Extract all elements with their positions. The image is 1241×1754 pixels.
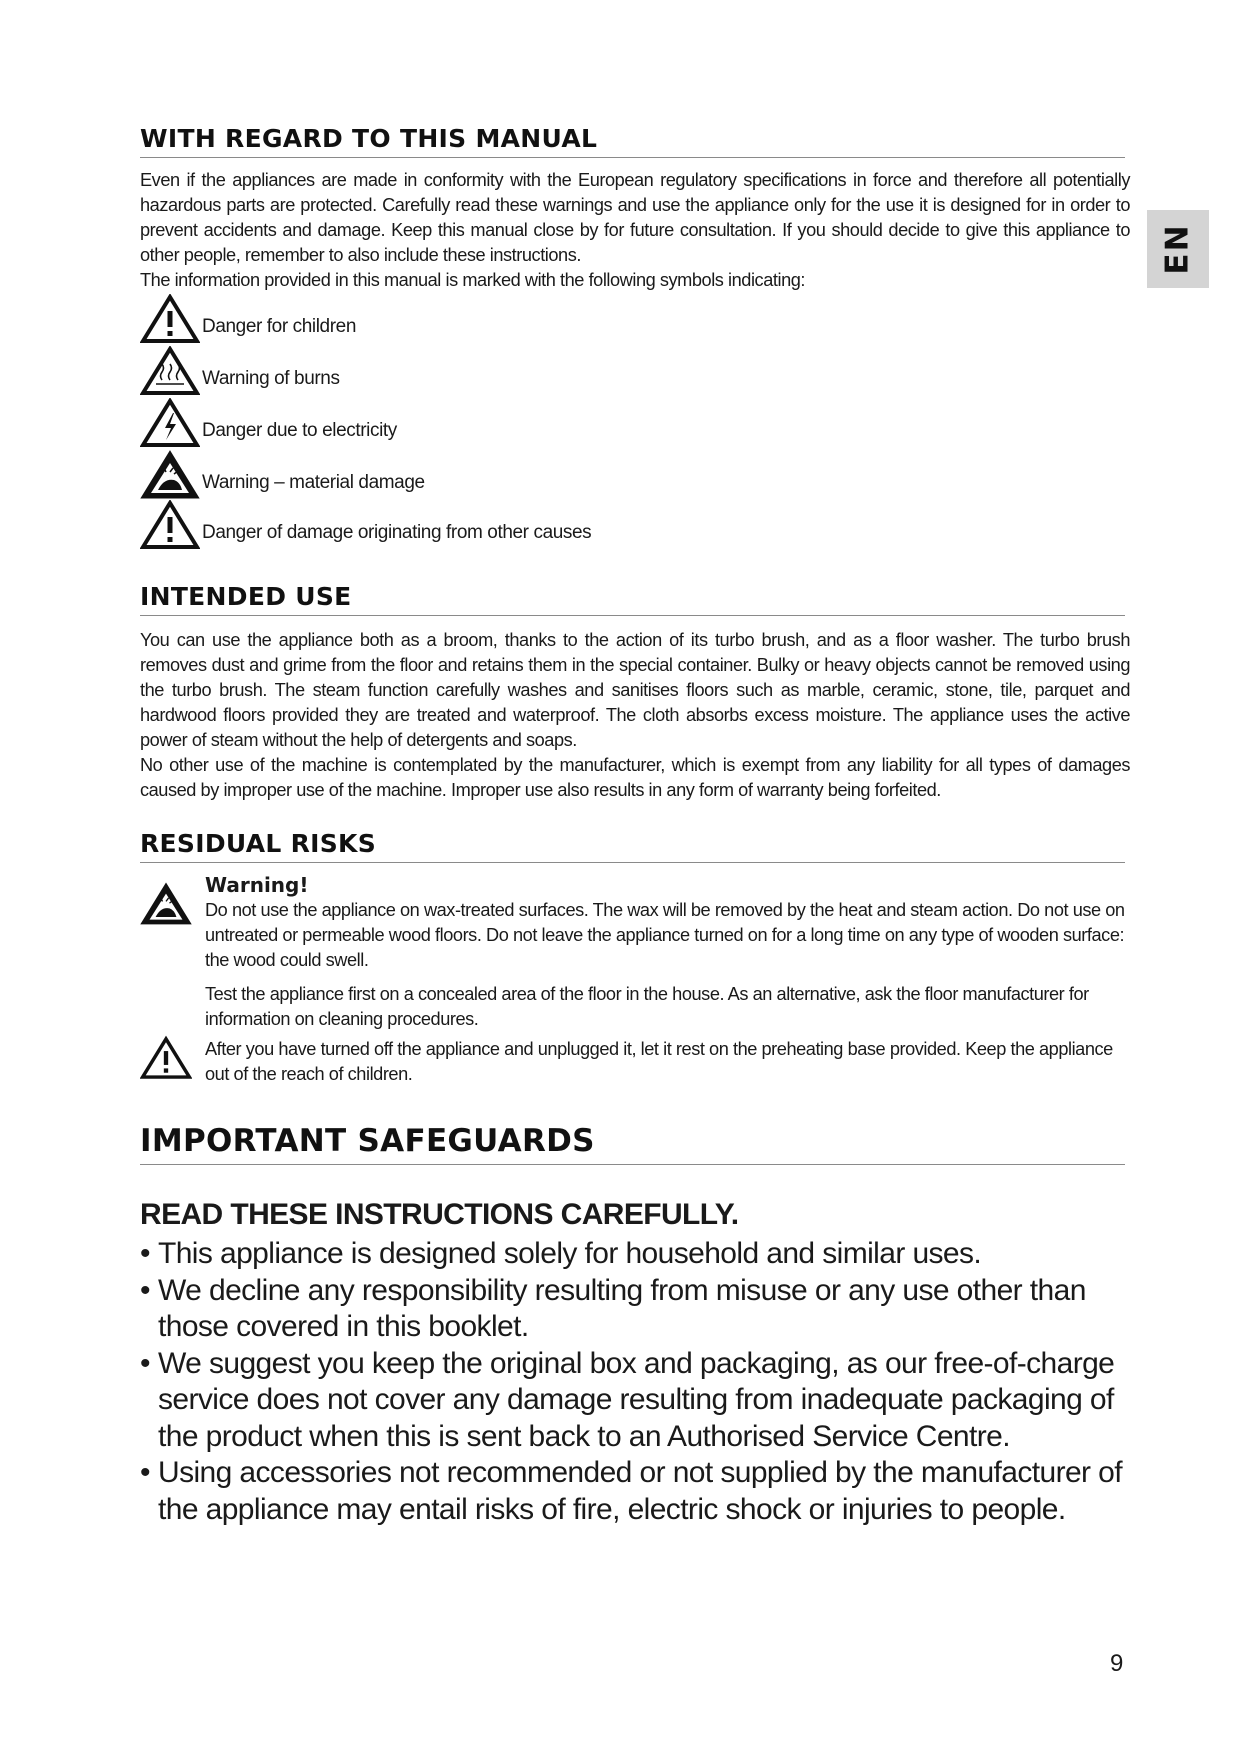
section-title-intended-use: INTENDED USE — [140, 582, 1125, 616]
section-title-manual: WITH REGARD TO THIS MANUAL — [140, 124, 1125, 158]
residual-warning-block — [205, 873, 1130, 973]
symbol-label: Danger of damage originating from other causes — [202, 522, 592, 543]
list-item: • We suggest you keep the original box and packaging, as our free-of-charge service does not cover any damage resulting from inadequate packaging of the product when this is sent back to an Authorised Service Centre. — [140, 1346, 1140, 1456]
symbol-label: Danger for children — [202, 316, 356, 337]
symbol-row — [140, 500, 840, 550]
section-title-safeguards: IMPORTANT SAFEGUARDS — [140, 1122, 1125, 1165]
exclamation-warning-icon — [140, 500, 200, 550]
symbol-row — [140, 294, 840, 344]
symbol-row — [140, 398, 840, 448]
after-text: After you have turned off the appliance and unplugged it, let it rest on the preheating base provided. Keep the appliance out of the reach of children. — [205, 1039, 1113, 1084]
electric-warning-icon — [140, 398, 200, 448]
safeguards-list — [140, 1236, 1140, 1528]
symbols-lead: The information provided in this manual is marked with the following symbols indicating: — [140, 270, 805, 290]
language-tab-label: EN — [1160, 223, 1196, 275]
material-damage-warning-icon — [140, 880, 192, 928]
language-tab — [1147, 210, 1209, 288]
symbol-label: Warning – material damage — [202, 472, 425, 493]
intended-use-paragraph: You can use the appliance both as a broom, thanks to the action of its turbo brush, and as a floor washer. The turbo brush removes dust and grime from the floor and retains them in the special container. Bulky or heavy objects cannot be removed using the turbo brush. The steam function carefully washes and sanitises floors such as marble, ceramic, stone, tile, parquet and hardwood floors provided they are treated and waterproof. The cloth absorbs excess moisture. The appliance uses the active power of steam without the help of detergents and soaps. — [140, 630, 1130, 750]
list-item: • This appliance is designed solely for household and similar uses. — [140, 1236, 1140, 1273]
exclamation-warning-icon — [140, 1034, 192, 1082]
list-item: • We decline any responsibility resulting from misuse or any use other than those covered in this booklet. — [140, 1273, 1140, 1346]
section-title-residual-risks: RESIDUAL RISKS — [140, 829, 1125, 863]
manual-intro: Even if the appliances are made in conformity with the European regulatory specifications in force and therefore all potentially hazardous parts are protected. Carefully read these warnings and use the appliance only for the use it is designed for in order to prevent accidents and damage. Keep this manual close by for future consultation. If you should decide to give this appliance to other people, remember to also include these instructions. — [140, 170, 1130, 265]
symbol-label: Warning of burns — [202, 368, 340, 389]
read-instructions-heading: READ THESE INSTRUCTIONS CAREFULLY. — [140, 1198, 739, 1231]
intended-use-disclaimer: No other use of the machine is contemplated by the manufacturer, which is exempt from any liability for all types of damages caused by improper use of the machine. Improper use also results in any form of warranty being forfeited. — [140, 755, 1130, 800]
warning-title: Warning! — [205, 873, 309, 897]
burn-warning-icon — [140, 346, 200, 396]
list-item: • Using accessories not recommended or not supplied by the manufacturer of the appliance may entail risks of fire, electric shock or injuries to people. — [140, 1455, 1140, 1528]
symbol-row — [140, 346, 840, 396]
test-text: Test the appliance first on a concealed area of the floor in the house. As an alternative, ask the floor manufacturer for information on cleaning procedures. — [205, 984, 1089, 1029]
symbol-label: Danger due to electricity — [202, 420, 397, 441]
warning-text: Do not use the appliance on wax-treated surfaces. The wax will be removed by the heat and steam action. Do not use on untreated or permeable wood floors. Do not leave the appliance turned on for a long time on any type of wooden surface: the wood could swell. — [205, 900, 1125, 970]
symbol-row — [140, 450, 840, 500]
exclamation-warning-icon — [140, 294, 200, 344]
page-number: 9 — [1110, 1650, 1124, 1677]
material-damage-warning-icon — [140, 450, 200, 500]
